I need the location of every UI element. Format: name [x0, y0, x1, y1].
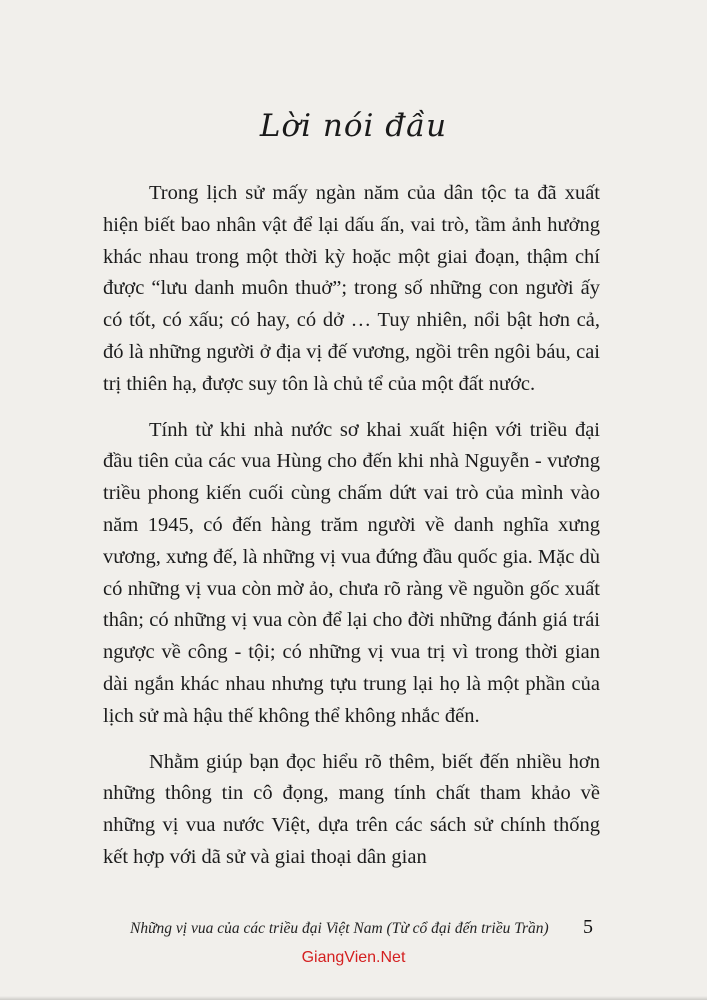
running-footer-title: Những vị vua của các triều đại Việt Nam (Từ cổ đại đến triều Trần)	[130, 920, 549, 937]
page-edge-shadow	[0, 996, 707, 1000]
paragraph-3: Nhằm giúp bạn đọc hiểu rõ thêm, biết đến nhiều hơn những thông tin cô đọng, mang tính chất tham khảo về những vị vua nước Việt, dựa trên các sách sử chính thống kết hợp với dã sử và giai thoại dân gian	[103, 750, 600, 868]
watermark-text: GiangVien.Net	[301, 949, 406, 966]
paragraph-2: Tính từ khi nhà nước sơ khai xuất hiện với triều đại đầu tiên của các vua Hùng cho đến khi nhà Nguyễn - vương triều phong kiến cuối cùng chấm dứt vai trò của mình vào năm 1945, có đến hàng trăm người về danh nghĩa xưng vương, xưng đế, là những vị vua đứng đầu quốc gia. Mặc dù có những vị vua còn mờ ảo, chưa rõ ràng về nguồn gốc xuất thân; có những vị vua còn để lại cho đời những đánh giá trái ngược về công - tội; có những vị vua trị vì trong thời gian dài ngắn khác nhau nhưng tựu trung lại họ là một phần của lịch sử mà hậu thế không thể không nhắc đến.	[103, 418, 600, 727]
page-number: 5	[583, 916, 593, 938]
paragraph-1: Trong lịch sử mấy ngàn năm của dân tộc ta đã xuất hiện biết bao nhân vật để lại dấu ấn, vai trò, tầm ảnh hưởng khác nhau trong một thời kỳ hoặc một giai đoạn, thậm chí được “lưu danh muôn thuở”; trong số những con người ấy có tốt, có xấu; có hay, có dở … Tuy nhiên, nổi bật hơn cả, đó là những người ở địa vị đế vương, ngồi trên ngôi báu, cai trị thiên hạ, được suy tôn là chủ tể của một đất nước.	[103, 182, 600, 395]
page-title: Lời nói đầu	[259, 108, 448, 144]
body-text	[103, 178, 600, 888]
